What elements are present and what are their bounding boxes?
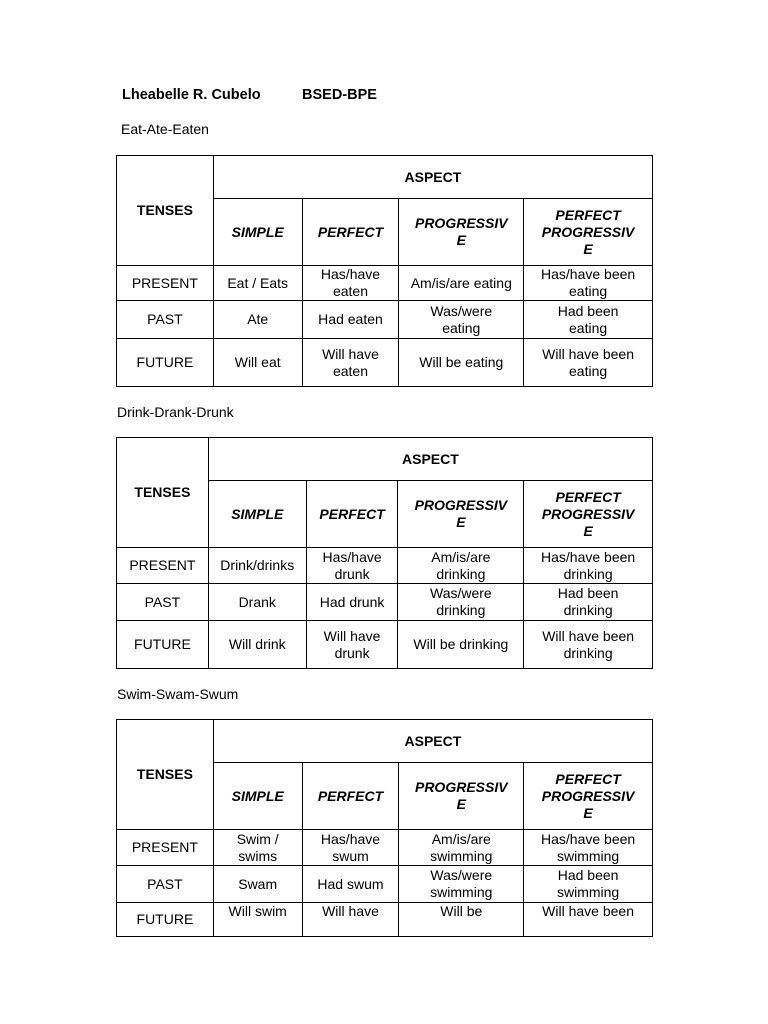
table-row-future	[117, 339, 653, 387]
tenses-header: TENSES	[117, 720, 214, 830]
row-label-future: FUTURE	[117, 339, 214, 387]
tense-table-swim	[116, 719, 653, 937]
aspect-header: ASPECT	[208, 438, 652, 481]
row-label-future: FUTURE	[117, 903, 214, 937]
table-row-past	[117, 301, 653, 339]
table-row-present	[117, 548, 653, 584]
cell-present-simple: Swim / swims	[213, 830, 302, 866]
cell-present-progressive: Am/is/are swimming	[399, 830, 524, 866]
col-head-simple: SIMPLE	[213, 199, 302, 266]
row-label-present: PRESENT	[117, 830, 214, 866]
cell-future-progressive: Will be eating	[399, 339, 524, 387]
cell-past-progressive: Was/were drinking	[398, 584, 524, 621]
cell-future-simple: Will drink	[208, 621, 306, 669]
cell-present-simple: Drink/drinks	[208, 548, 306, 584]
tenses-header: TENSES	[117, 438, 209, 548]
col-head-progressive: PROGRESSIV E	[399, 199, 524, 266]
aspect-header: ASPECT	[213, 720, 652, 763]
table-row-past	[117, 584, 653, 621]
cell-past-perfect: Had eaten	[302, 301, 399, 339]
cell-present-simple: Eat / Eats	[213, 266, 302, 301]
row-label-past: PAST	[117, 866, 214, 903]
col-head-perfect: PERFECT	[302, 199, 399, 266]
verb-title-swim: Swim-Swam-Swum	[117, 686, 239, 702]
cell-future-perfect: Will have	[302, 903, 399, 937]
col-head-perfect: PERFECT	[302, 763, 399, 830]
cell-future-perfect-progressive: Will have been	[524, 903, 653, 937]
col-head-progressive: PROGRESSIV E	[398, 481, 524, 548]
row-label-present: PRESENT	[117, 548, 209, 584]
cell-present-perfect-progressive: Has/have been drinking	[524, 548, 653, 584]
verb-title-eat: Eat-Ate-Eaten	[121, 121, 209, 137]
table-row-past	[117, 866, 653, 903]
col-head-perfect-progressive: PERFECT PROGRESSIV E	[524, 481, 653, 548]
col-head-simple: SIMPLE	[213, 763, 302, 830]
cell-past-progressive: Was/were swimming	[399, 866, 524, 903]
cell-past-perfect: Had drunk	[306, 584, 398, 621]
cell-future-progressive: Will be	[399, 903, 524, 937]
course-label: BSED-BPE	[302, 87, 377, 103]
verb-title-drink: Drink-Drank-Drunk	[117, 404, 234, 420]
col-head-perfect-progressive: PERFECT PROGRESSIV E	[524, 763, 653, 830]
cell-present-progressive: Am/is/are eating	[399, 266, 524, 301]
cell-present-perfect: Has/have drunk	[306, 548, 398, 584]
aspect-header: ASPECT	[213, 156, 652, 199]
cell-future-perfect: Will have drunk	[306, 621, 398, 669]
student-name: Lheabelle R. Cubelo	[122, 87, 261, 103]
row-label-future: FUTURE	[117, 621, 209, 669]
cell-present-perfect-progressive: Has/have been eating	[524, 266, 653, 301]
table-row-future	[117, 621, 653, 669]
row-label-past: PAST	[117, 301, 214, 339]
cell-future-simple: Will eat	[213, 339, 302, 387]
cell-past-perfect-progressive: Had been drinking	[524, 584, 653, 621]
cell-future-perfect: Will have eaten	[302, 339, 399, 387]
cell-past-progressive: Was/were eating	[399, 301, 524, 339]
row-label-past: PAST	[117, 584, 209, 621]
cell-present-perfect: Has/have swum	[302, 830, 399, 866]
cell-past-perfect-progressive: Had been swimming	[524, 866, 653, 903]
cell-past-simple: Drank	[208, 584, 306, 621]
col-head-perfect: PERFECT	[306, 481, 398, 548]
tense-table-eat	[116, 155, 653, 387]
tenses-header: TENSES	[117, 156, 214, 266]
col-head-simple: SIMPLE	[208, 481, 306, 548]
cell-future-progressive: Will be drinking	[398, 621, 524, 669]
col-head-progressive: PROGRESSIV E	[399, 763, 524, 830]
tense-table-drink	[116, 437, 653, 669]
row-label-present: PRESENT	[117, 266, 214, 301]
col-head-perfect-progressive: PERFECT PROGRESSIV E	[524, 199, 653, 266]
cell-future-perfect-progressive: Will have been eating	[524, 339, 653, 387]
cell-present-perfect: Has/have eaten	[302, 266, 399, 301]
table-row-future	[117, 903, 653, 937]
table-row-present	[117, 830, 653, 866]
table-row-present	[117, 266, 653, 301]
cell-present-progressive: Am/is/are drinking	[398, 548, 524, 584]
cell-future-simple: Will swim	[213, 903, 302, 937]
cell-present-perfect-progressive: Has/have been swimming	[524, 830, 653, 866]
cell-past-simple: Swam	[213, 866, 302, 903]
cell-future-perfect-progressive: Will have been drinking	[524, 621, 653, 669]
cell-past-perfect-progressive: Had been eating	[524, 301, 653, 339]
cell-past-perfect: Had swum	[302, 866, 399, 903]
cell-past-simple: Ate	[213, 301, 302, 339]
